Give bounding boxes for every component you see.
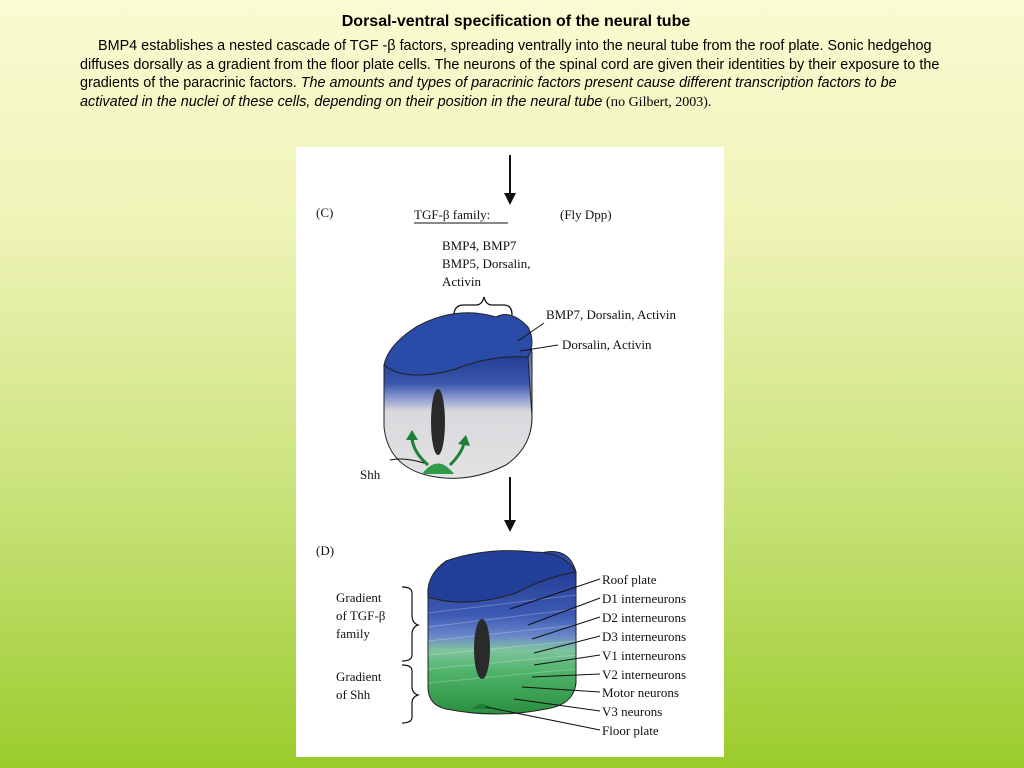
bracket-shh xyxy=(402,665,418,723)
gradient-tgf-line1: Gradient xyxy=(336,590,382,605)
bracket-tgf xyxy=(402,587,418,661)
label-bmp7-dorsalin-activin: BMP7, Dorsalin, Activin xyxy=(546,307,677,322)
lumen xyxy=(431,389,445,455)
gradient-tgf-line3: family xyxy=(336,626,370,641)
slide-title: Dorsal-ventral specification of the neural tube xyxy=(341,13,691,30)
neural-tube-figure xyxy=(296,147,724,757)
gradient-shh-line2: of Shh xyxy=(336,687,371,702)
gradient-shh-line1: Gradient xyxy=(336,669,382,684)
gradient-tgf-line2: of TGF-β xyxy=(336,608,386,623)
label-floor-plate: Floor plate xyxy=(602,723,659,738)
tgf-family-heading: TGF-β family: xyxy=(414,207,491,222)
bmp-list-line3: Activin xyxy=(442,274,481,289)
bmp-list-line1: BMP4, BMP7 xyxy=(442,238,517,253)
body-text-regular: BMP4 establishes a nested cascade of TGF -β factors, spreading ventrally into the neural tube from the roof plate. Sonic hedgehog diffuses dorsally as a gradient from the floor plate cells. The neurons of the spinal cord are given their identities by their exposure to the gradients of the paracrinic factors. xyxy=(80,38,940,92)
label-v1-interneurons: V1 interneurons xyxy=(602,648,687,663)
label-v3-neurons: V3 neurons xyxy=(602,704,663,719)
fly-dpp-label: (Fly Dpp) xyxy=(560,207,612,222)
label-shh: Shh xyxy=(360,467,381,482)
label-dorsalin-activin: Dorsalin, Activin xyxy=(562,337,652,352)
panel-d-label: (D) xyxy=(316,543,335,558)
label-d1-interneurons: D1 interneurons xyxy=(602,591,687,606)
citation: (по Gilbert, 2003). xyxy=(602,94,712,110)
label-d2-interneurons: D2 interneurons xyxy=(602,610,687,625)
arrow-down-icon-2 xyxy=(504,477,516,532)
arrow-down-icon xyxy=(504,155,516,205)
bmp-list-line2: BMP5, Dorsalin, xyxy=(442,256,531,271)
lumen-d xyxy=(474,619,490,679)
label-v2-interneurons: V2 interneurons xyxy=(602,667,687,682)
label-roof-plate: Roof plate xyxy=(602,572,657,587)
neural-tube-panel-c xyxy=(384,313,532,479)
label-motor-neurons: Motor neurons xyxy=(602,685,679,700)
figure-canvas xyxy=(296,147,724,757)
bracket-top xyxy=(454,297,512,315)
slide-body-text xyxy=(80,37,940,112)
body-text-italic: The amounts and types of paracrinic factors present cause different transcription factors to be activated in the nuclei of these cells, depending on their position in the neural tube xyxy=(80,75,897,110)
label-d3-interneurons: D3 interneurons xyxy=(602,629,687,644)
panel-c-label: (C) xyxy=(316,205,334,220)
